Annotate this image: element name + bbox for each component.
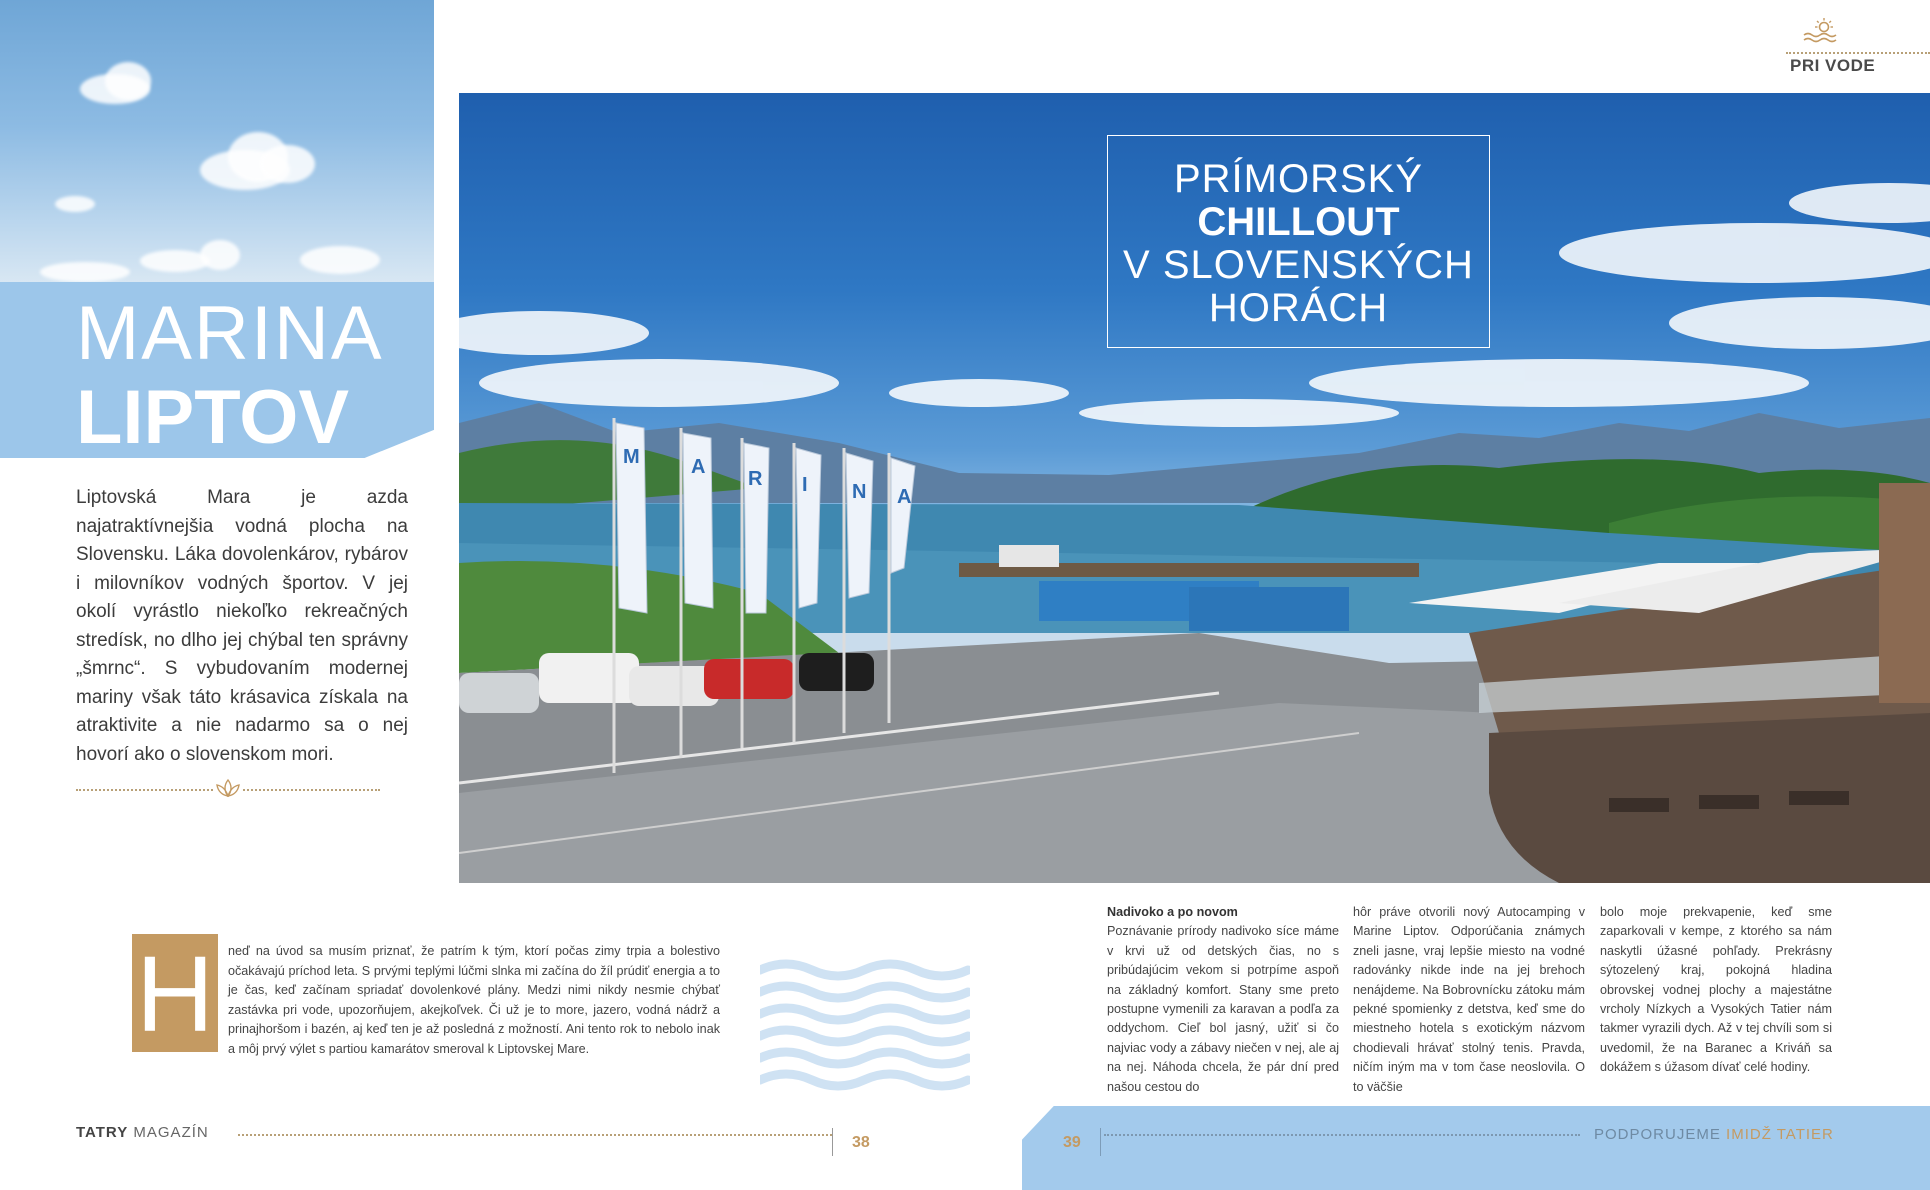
article-title-line1: MARINA <box>76 291 384 376</box>
section-label: PRI VODE <box>1790 56 1876 75</box>
svg-text:A: A <box>691 456 706 478</box>
slogan-light: PODPORUJEME <box>1594 1126 1721 1143</box>
headline-line1: PRÍMORSKÝ <box>1173 157 1424 201</box>
article-title-line2: LIPTOV <box>76 375 350 460</box>
headline-line3: V SLOVENSKÝCH <box>1123 243 1474 287</box>
sky-photo <box>0 0 434 282</box>
svg-text:I: I <box>802 474 808 496</box>
footer-tick-left <box>832 1128 833 1156</box>
footer-slogan <box>1594 1126 1834 1143</box>
headline-line4: HORÁCH <box>1208 286 1389 330</box>
waves-decoration <box>760 958 970 1108</box>
intro-paragraph: Liptovská Mara je azda najatraktívnejšia vodná plocha na Slovensku. Láka dovolenkárov, rybárov i milovníkov vodných športov. V jej okolí vyrástlo niekoľko rekreačných stredísk, no dlho jej chýbal ten správny „šmrnc“. S vybudovaním modernej mariny však táto krásavica získala na atraktivite a nie nadarmo sa o nej hovorí ako o slovenskom mori. <box>76 487 408 765</box>
footer-rule-right <box>1104 1134 1580 1136</box>
column-3-text: bolo moje prekvapenie, keď sme zaparkovali v kempe, z ktorého sa nám naskytli úžasné pohľady. Prekrásny sýtozelený kraj, pokojná hladina obrovskej vodnej plochy a majestátne vrcholy Nízkych a Vysokých Tatier nám takmer vyrazili dych. Až v tej chvíli som si uvedomil, že na Baranec a Kriváň sa dokážem s úžasom dívať celé hodiny. <box>1600 905 1832 1075</box>
svg-text:N: N <box>852 481 867 503</box>
headline-box <box>1107 135 1490 348</box>
headline-line2: CHILLOUT <box>1197 200 1400 244</box>
magazine-brand <box>76 1124 209 1141</box>
sun-over-waves-icon <box>1802 17 1838 45</box>
brand-bold: TATRY <box>76 1124 129 1141</box>
svg-text:R: R <box>748 468 763 490</box>
brand-light: MAGAZÍN <box>133 1124 209 1141</box>
page-number-right: 39 <box>1063 1134 1081 1151</box>
subheading: Nadivoko a po novom <box>1107 905 1238 919</box>
body-column-3 <box>1600 903 1832 1078</box>
svg-text:M: M <box>623 446 640 468</box>
lead-paragraph: neď na úvod sa musím priznať, že patrím k tým, ktorí počas zimy trpia a bolestivo očakávajú príchod leta. S prvými teplými lúčmi slnka mi začína do žíl prúdiť energia a to je čas, keď začínam spriadať dovolenkové plány. Medzi nimi nikdy nesmie chýbať zastávka pri vode, upozorňujem, akejkoľvek. Či už je to more, jazero, vodná nádrž a prinajhoršom i bazén, aj keď ten je až posledná z možností. Ani tento rok to nebolo inak a môj prvý výlet s partiou kamarátov smeroval k Liptovskej Mare. <box>228 944 720 1056</box>
body-column-2 <box>1353 903 1585 1097</box>
svg-text:A: A <box>897 486 912 508</box>
body-column-1 <box>1107 903 1339 1097</box>
page-number-left: 38 <box>852 1134 870 1151</box>
section-rule <box>1786 52 1930 54</box>
slogan-accent: IMIDŽ TATIER <box>1726 1126 1834 1143</box>
column-1-text: Poznávanie prírody nadivoko síce máme v krvi už od detských čias, no s pribúdajúcim vekom si potrpíme aspoň na základný komfort. Stany sme preto postupne vymenili za karavan a podľa za oddychom. Cieľ bol jasný, užiť si čo najviac vody a zábavy niečen v nej, ale aj na nej. Náhoda chcela, že pár dní pred našou cestou do <box>1107 924 1339 1094</box>
dropcap-letter: H <box>136 933 214 1054</box>
column-2-text: hôr práve otvorili nový Autocamping v Marine Liptov. Odporúčania známych zneli jasne, vraj lepšie miesto na vodné radovánky nikde inde na jej brehoch nenájdeme. Na Bobrovnícku zátoku mám pekné spomienky z detstva, keď sme do miestneho hotela s exotickým názvom chodievali hrávať stolný tenis. Pravda, ničím iným ma v tom čase neoslovila. O to väčšie <box>1353 905 1585 1094</box>
lotus-icon <box>213 776 243 800</box>
footer-band <box>1022 1106 1930 1190</box>
footer-rule-left <box>238 1134 832 1136</box>
footer-tick-right <box>1100 1128 1101 1156</box>
